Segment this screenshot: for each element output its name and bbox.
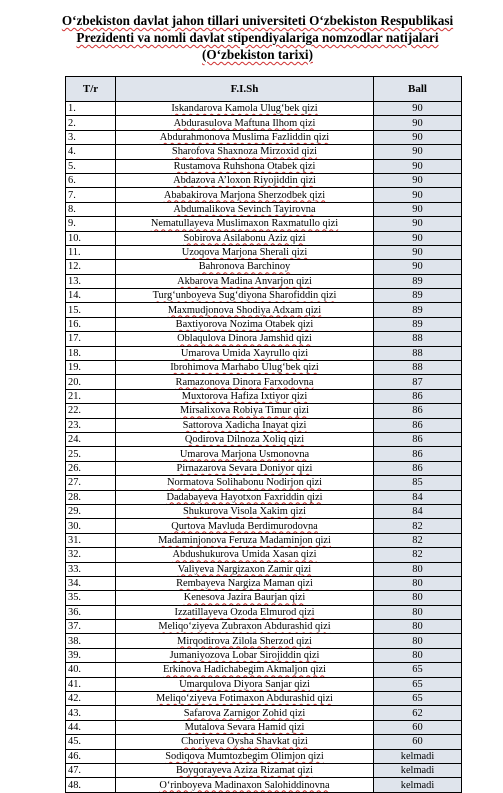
student-name-cell (116, 504, 374, 518)
table-row (66, 548, 462, 562)
score-cell: 89 (374, 317, 462, 331)
student-name-cell (116, 634, 374, 648)
row-number: 2. (66, 116, 116, 130)
row-number: 14. (66, 289, 116, 303)
score-cell: 89 (374, 289, 462, 303)
row-number: 43. (66, 706, 116, 720)
score-cell: 82 (374, 519, 462, 533)
row-number: 17. (66, 332, 116, 346)
student-name-cell (116, 375, 374, 389)
score-cell: 80 (374, 591, 462, 605)
row-number: 48. (66, 778, 116, 792)
row-number: 36. (66, 605, 116, 619)
row-number: 42. (66, 692, 116, 706)
row-number: 26. (66, 461, 116, 475)
score-cell: 85 (374, 476, 462, 490)
student-name-cell (116, 432, 374, 446)
table-row (66, 476, 462, 490)
table-row (66, 620, 462, 634)
score-cell: 90 (374, 202, 462, 216)
row-number: 13. (66, 274, 116, 288)
row-number: 25. (66, 447, 116, 461)
student-name-cell (116, 476, 374, 490)
table-row (66, 663, 462, 677)
student-name-cell (116, 130, 374, 144)
row-number: 24. (66, 432, 116, 446)
table-row (66, 303, 462, 317)
score-cell: 90 (374, 217, 462, 231)
score-cell: 90 (374, 260, 462, 274)
row-number: 37. (66, 620, 116, 634)
student-name-cell (116, 490, 374, 504)
score-cell: 80 (374, 648, 462, 662)
student-name-cell (116, 533, 374, 547)
title-line-2: Prezidenti va nomli davlat stipendiyalariga nomzodlar natijalari (76, 30, 439, 45)
table-row (66, 346, 462, 360)
student-name-cell (116, 159, 374, 173)
student-name-cell (116, 591, 374, 605)
student-name: Umarova Marjona Usmonovna (179, 448, 310, 460)
student-name: Akbarova Madina Anvarjon qizi (177, 275, 312, 287)
student-name: Mutalova Sevara Hamid qizi (184, 721, 305, 733)
table-row (66, 432, 462, 446)
table-row (66, 692, 462, 706)
student-name-cell (116, 447, 374, 461)
student-name: Ramazonova Dinora Farxodovna (175, 376, 314, 388)
score-cell: 62 (374, 706, 462, 720)
table-row (66, 576, 462, 590)
row-number: 3. (66, 130, 116, 144)
row-number: 39. (66, 648, 116, 662)
score-cell: 90 (374, 102, 462, 116)
student-name: Iskandarova Kamola Ulug‘bek qizi (171, 103, 318, 115)
results-table (65, 76, 462, 793)
student-name: Maxmudjonova Shodiya Adxam qizi (167, 304, 322, 316)
student-name: Madaminjonova Feruza Madaminjon qizi (158, 534, 331, 546)
score-cell: 87 (374, 375, 462, 389)
row-number: 35. (66, 591, 116, 605)
student-name: Nematullayeva Muslimaxon Raxmatullo qizi (150, 218, 339, 230)
student-name: Abdurasulova Maftuna Ilhom qizi (173, 117, 316, 129)
score-cell: 86 (374, 418, 462, 432)
student-name: Erkinova Hadichabegim Akmaljon qizi (162, 664, 327, 676)
score-cell: 88 (374, 332, 462, 346)
student-name-cell (116, 677, 374, 691)
score-cell: 80 (374, 562, 462, 576)
row-number: 7. (66, 188, 116, 202)
column-header-score: Ball (374, 77, 462, 102)
table-row (66, 245, 462, 259)
row-number: 31. (66, 533, 116, 547)
student-name: Mirqodirova Zilola Sherzod qizi (177, 635, 312, 647)
student-name: Meliqo‘ziyeva Fotimaxon Abdurashid qizi (156, 693, 333, 705)
row-number: 12. (66, 260, 116, 274)
student-name-cell (116, 749, 374, 763)
student-name: Umarova Umida Xayrullo qizi (180, 347, 309, 359)
score-cell: 86 (374, 461, 462, 475)
student-name-cell (116, 576, 374, 590)
student-name: Jumaniyozova Lobar Sirojiddin qizi (169, 650, 320, 662)
table-row (66, 735, 462, 749)
student-name: Sobirova Asilabonu Aziz qizi (183, 232, 306, 244)
row-number: 23. (66, 418, 116, 432)
student-name-cell (116, 303, 374, 317)
row-number: 32. (66, 548, 116, 562)
student-name: Muxtorova Hafiza Ixtiyor qizi (181, 391, 308, 402)
student-name: Qurtova Mavluda Berdimurodovna (171, 520, 318, 532)
table-row (66, 260, 462, 274)
score-cell: 60 (374, 735, 462, 749)
student-name-cell (116, 706, 374, 720)
score-cell: 90 (374, 231, 462, 245)
table-row (66, 648, 462, 662)
score-cell: 86 (374, 389, 462, 403)
student-name: Turg‘unboyeva Sug‘diyona Sharofiddin qizi (152, 290, 337, 302)
row-number: 19. (66, 361, 116, 375)
student-name-cell (116, 317, 374, 331)
student-name: Ibrohimova Marhabo Ulug‘bek qizi (170, 362, 319, 374)
row-number: 4. (66, 145, 116, 159)
student-name-cell (116, 735, 374, 749)
row-number: 46. (66, 749, 116, 763)
table-row (66, 749, 462, 763)
student-name-cell (116, 562, 374, 576)
student-name-cell (116, 346, 374, 360)
row-number: 28. (66, 490, 116, 504)
student-name-cell (116, 332, 374, 346)
student-name: Boyqorayeva Aziza Rizamat qizi (175, 765, 314, 777)
score-cell: 65 (374, 677, 462, 691)
student-name: Abdazova A’loxon Riyojiddin qizi (173, 175, 316, 187)
row-number: 1. (66, 102, 116, 116)
table-row (66, 202, 462, 216)
score-cell: 90 (374, 245, 462, 259)
title-line-3: (O‘zbekiston tarixi) (202, 47, 313, 62)
row-number: 29. (66, 504, 116, 518)
student-name-cell (116, 173, 374, 187)
student-name-cell (116, 605, 374, 619)
row-number: 20. (66, 375, 116, 389)
table-row (66, 173, 462, 187)
student-name: Oblaqulova Dinora Jamshid qizi (177, 333, 312, 345)
student-name: Sattorova Xadicha Inayat qizi (182, 419, 307, 431)
table-row (66, 504, 462, 518)
table-row (66, 562, 462, 576)
student-name-cell (116, 102, 374, 116)
table-row (66, 217, 462, 231)
score-cell: 84 (374, 490, 462, 504)
student-name: Abdurahmonova Muslima Fazliddin qizi (159, 131, 330, 143)
student-name-cell (116, 404, 374, 418)
document-title (20, 12, 495, 63)
table-row (66, 159, 462, 173)
row-number: 9. (66, 217, 116, 231)
student-name-cell (116, 778, 374, 792)
table-row (66, 591, 462, 605)
row-number: 8. (66, 202, 116, 216)
student-name-cell (116, 548, 374, 562)
table-row (66, 188, 462, 202)
row-number: 44. (66, 720, 116, 734)
row-number: 10. (66, 231, 116, 245)
table-row (66, 706, 462, 720)
table-row (66, 634, 462, 648)
table-row (66, 461, 462, 475)
table-row (66, 116, 462, 130)
score-cell: kelmadi (374, 763, 462, 777)
student-name-cell (116, 389, 374, 403)
table-row (66, 274, 462, 288)
score-cell: 86 (374, 447, 462, 461)
student-name: Ababakirova Marjona Sherzodbek qizi (163, 189, 326, 201)
student-name: Bahronova Barchinoy (198, 261, 291, 273)
table-row (66, 145, 462, 159)
row-number: 33. (66, 562, 116, 576)
student-name-cell (116, 461, 374, 475)
table-row (66, 533, 462, 547)
title-line-1: O‘zbekiston davlat jahon tillari universiteti O‘zbekiston Respublikasi (61, 13, 454, 28)
row-number: 30. (66, 519, 116, 533)
row-number: 34. (66, 576, 116, 590)
table-row (66, 361, 462, 375)
score-cell: 82 (374, 533, 462, 547)
score-cell: 65 (374, 663, 462, 677)
score-cell: 88 (374, 346, 462, 360)
student-name: Uzoqova Marjona Sherali qizi (181, 247, 308, 259)
score-cell: 65 (374, 692, 462, 706)
table-row (66, 490, 462, 504)
score-cell: kelmadi (374, 749, 462, 763)
table-row (66, 677, 462, 691)
table-row (66, 289, 462, 303)
student-name-cell (116, 519, 374, 533)
table-header-row (66, 77, 462, 102)
score-cell: 60 (374, 720, 462, 734)
table-row (66, 102, 462, 116)
table-row (66, 605, 462, 619)
student-name-cell (116, 231, 374, 245)
student-name: Pirnazarova Sevara Doniyor qizi (176, 462, 313, 474)
student-name: Rustamova Ruhshona Otabek qizi (173, 160, 316, 172)
score-cell: 90 (374, 159, 462, 173)
student-name: Meliqo‘ziyeva Zubraxon Abdurashid qizi (158, 621, 331, 633)
student-name: Izzatillayeva Ozoda Elmurod qizi (174, 606, 315, 618)
row-number: 5. (66, 159, 116, 173)
table-row (66, 375, 462, 389)
row-number: 18. (66, 346, 116, 360)
score-cell: 90 (374, 116, 462, 130)
student-name-cell (116, 202, 374, 216)
table-row (66, 418, 462, 432)
table-row (66, 231, 462, 245)
row-number: 22. (66, 404, 116, 418)
student-name-cell (116, 116, 374, 130)
student-name: Normatova Solihabonu Nodirjon qizi (167, 477, 322, 489)
score-cell: 80 (374, 576, 462, 590)
table-row (66, 447, 462, 461)
score-cell: 90 (374, 188, 462, 202)
student-name-cell (116, 663, 374, 677)
score-cell: 89 (374, 274, 462, 288)
row-number: 6. (66, 173, 116, 187)
student-name-cell (116, 260, 374, 274)
student-name: Umarqulova Diyora Sanjar qizi (179, 678, 310, 690)
score-cell: 90 (374, 173, 462, 187)
row-number: 16. (66, 317, 116, 331)
student-name: Abdushukurova Umida Xasan qizi (172, 549, 317, 561)
score-cell: kelmadi (374, 778, 462, 792)
student-name-cell (116, 418, 374, 432)
score-cell: 80 (374, 620, 462, 634)
table-row (66, 130, 462, 144)
student-name-cell (116, 188, 374, 202)
student-name-cell (116, 274, 374, 288)
table-row (66, 720, 462, 734)
student-name-cell (116, 763, 374, 777)
student-name: Baxtiyorova Nozima Otabek qizi (175, 319, 314, 331)
score-cell: 80 (374, 605, 462, 619)
table-row (66, 389, 462, 403)
student-name: Safarova Zarnigor Zohid qizi (183, 707, 306, 719)
student-name-cell (116, 361, 374, 375)
student-name: Kenesova Jazira Baurjan qizi (183, 592, 306, 604)
column-header-name: F.I.Sh (116, 77, 374, 102)
student-name: Dadabayeva Hayotxon Faxriddin qizi (166, 491, 323, 503)
table-row (66, 317, 462, 331)
student-name: Valiyeva Nargizaxon Zamir qizi (177, 563, 312, 575)
table-row (66, 404, 462, 418)
score-cell: 82 (374, 548, 462, 562)
student-name-cell (116, 720, 374, 734)
score-cell: 88 (374, 361, 462, 375)
student-name: Choriyeva Oysha Shavkat qizi (181, 736, 308, 748)
student-name-cell (116, 245, 374, 259)
row-number: 38. (66, 634, 116, 648)
student-name-cell (116, 289, 374, 303)
table-row (66, 519, 462, 533)
table-row (66, 332, 462, 346)
row-number: 40. (66, 663, 116, 677)
student-name: Qodirova Dilnoza Xoliq qizi (184, 434, 305, 446)
score-cell: 90 (374, 145, 462, 159)
student-name-cell (116, 648, 374, 662)
table-row (66, 778, 462, 792)
row-number: 27. (66, 476, 116, 490)
table-row (66, 763, 462, 777)
score-cell: 86 (374, 432, 462, 446)
student-name: O‘rinboyeva Madinaxon Salohiddinovna (159, 779, 330, 791)
column-header-number: T/r (66, 77, 116, 102)
student-name: Rembayeva Nargiza Maman qizi (176, 578, 313, 590)
score-cell: 84 (374, 504, 462, 518)
student-name-cell (116, 620, 374, 634)
student-name: Mirsalixova Robiya Timur qizi (179, 405, 310, 417)
score-cell: 86 (374, 404, 462, 418)
row-number: 41. (66, 677, 116, 691)
student-name-cell (116, 145, 374, 159)
row-number: 21. (66, 389, 116, 403)
row-number: 15. (66, 303, 116, 317)
score-cell: 89 (374, 303, 462, 317)
student-name: Shukurova Visola Xakim qizi (183, 506, 306, 518)
score-cell: 90 (374, 130, 462, 144)
row-number: 45. (66, 735, 116, 749)
row-number: 47. (66, 763, 116, 777)
row-number: 11. (66, 245, 116, 259)
score-cell: 80 (374, 634, 462, 648)
student-name: Sodiqova Mumtozbegim Olimjon qizi (165, 750, 324, 762)
student-name: Sharofova Shaxnoza Mirzoxid qizi (171, 146, 318, 158)
student-name-cell (116, 217, 374, 231)
student-name: Abdumalikova Sevinch Tayirovna (173, 203, 316, 215)
student-name-cell (116, 692, 374, 706)
